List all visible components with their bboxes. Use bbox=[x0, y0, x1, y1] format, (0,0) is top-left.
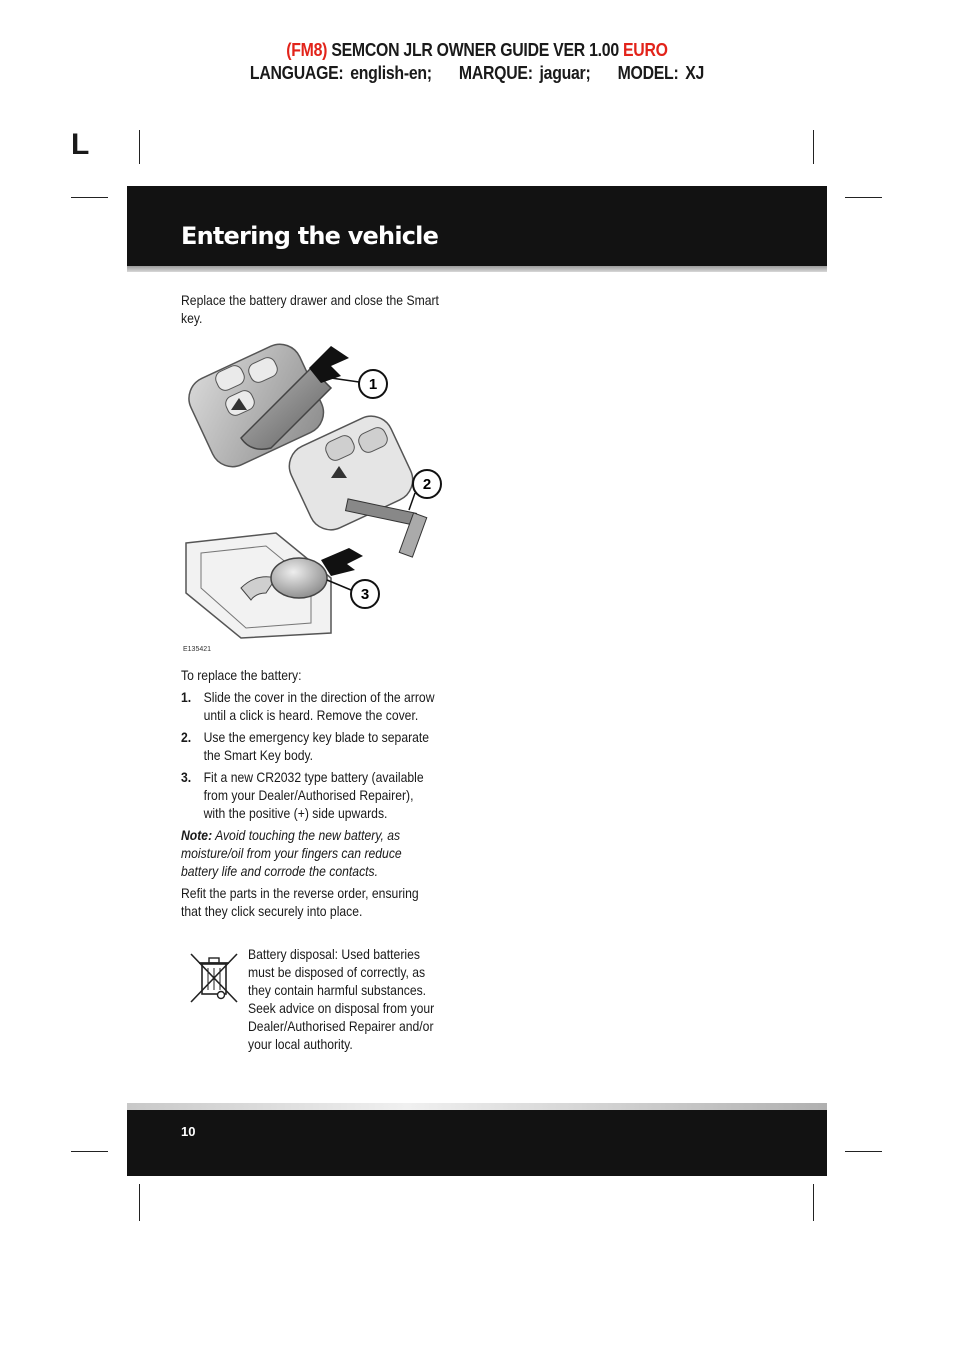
procedure-lead: To replace the battery: bbox=[181, 667, 302, 683]
crop-mark bbox=[845, 1151, 882, 1152]
crop-mark bbox=[813, 1184, 814, 1221]
header-prefix: (FM8) bbox=[286, 40, 328, 60]
crossed-bin-icon bbox=[189, 952, 239, 1004]
callout-1: 1 bbox=[368, 376, 378, 393]
step-2: 2. Use the emergency key blade to separate the Smart Key body. bbox=[181, 729, 430, 763]
header-meta: LANGUAGE: english-en; MARQUE: jaguar; MODEL: XJ bbox=[249, 63, 705, 83]
step-3: 3. Fit a new CR2032 type battery (available from your Dealer/Authorised Repairer), with the positive (+) side upwards. bbox=[181, 769, 424, 821]
figure-reference: E135421 bbox=[183, 646, 212, 653]
smart-key-battery-illustration bbox=[181, 338, 445, 658]
corner-mark: L bbox=[71, 128, 90, 161]
crop-mark bbox=[139, 1184, 140, 1221]
section-title: Entering the vehicle bbox=[181, 222, 439, 250]
smart-key-3-open bbox=[186, 533, 379, 638]
header-suffix: EURO bbox=[623, 40, 668, 60]
footer-divider bbox=[127, 1103, 827, 1110]
page-number: 10 bbox=[181, 1124, 196, 1139]
header-title: SEMCON JLR OWNER GUIDE VER 1.00 bbox=[331, 40, 619, 60]
battery-disposal-text: Battery disposal: Used batteries must be disposed of correctly, as they contain harmful substances. Seek advice on disposal from your Dealer/Authorised Repairer and/or your local authority. bbox=[248, 946, 435, 1052]
note: Note: Avoid touching the new battery, as moisture/oil from your fingers can reduce battery life and corrode the contacts. bbox=[181, 827, 402, 879]
step-1: 1. Slide the cover in the direction of the arrow until a click is heard. Remove the cover. bbox=[181, 689, 435, 723]
note-label: Note: bbox=[181, 827, 213, 843]
crop-mark bbox=[71, 197, 108, 198]
intro-text: Replace the battery drawer and close the Smart key. bbox=[181, 292, 439, 326]
crop-mark bbox=[813, 130, 814, 164]
callout-2: 2 bbox=[422, 476, 432, 493]
footer-band bbox=[127, 1110, 827, 1176]
crop-mark bbox=[71, 1151, 108, 1152]
callout-3: 3 bbox=[360, 586, 370, 603]
refit-text: Refit the parts in the reverse order, ensuring that they click securely into place. bbox=[181, 885, 419, 919]
crop-mark bbox=[139, 130, 140, 164]
crop-mark bbox=[845, 197, 882, 198]
document-header bbox=[57, 40, 897, 61]
